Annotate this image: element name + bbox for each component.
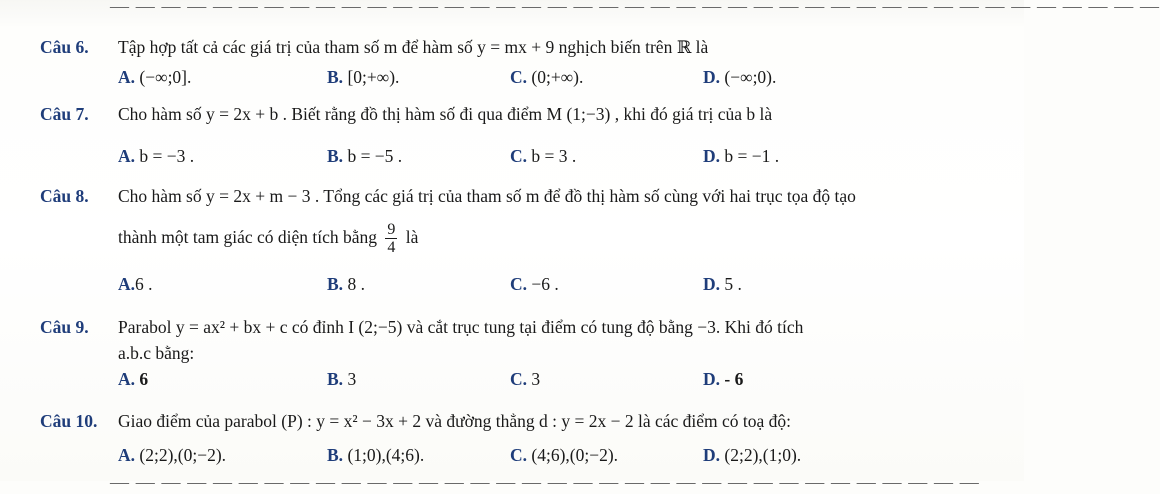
- question-8-line2: [118, 220, 418, 256]
- answer-a: A. 6: [118, 369, 149, 389]
- question-9-line2: [118, 342, 194, 364]
- question-text: Giao điểm của parabol (P) : y = x² − 3x + 2 và đường thẳng d : y = 2x − 2 là các điểm có toạ độ:: [118, 411, 792, 431]
- question-number: Câu 8.: [40, 186, 89, 206]
- answer-b: B. 3: [327, 369, 357, 389]
- answer-d: D. - 6: [703, 369, 744, 389]
- answer-a: A.6 .: [118, 274, 153, 294]
- question-text-line2: thành một tam giác có diện tích bằng: [118, 227, 378, 247]
- answer-b: B. [0;+∞).: [327, 67, 400, 87]
- answer-c: C. (4;6),(0;−2).: [510, 445, 619, 465]
- answer-d: D. (−∞;0).: [703, 67, 777, 87]
- question-number: Câu 6.: [40, 37, 89, 57]
- answer-d: D. b = −1 .: [703, 146, 780, 166]
- question-text-line1: Parabol y = ax² + bx + c có đỉnh I (2;−5) và cắt trục tung tại điểm có tung độ bằng −3. Khi đó tích: [118, 317, 804, 337]
- question-text-line1: Cho hàm số y = 2x + m − 3 . Tổng các giá trị của tham số m để đồ thị hàm số cùng với hai trục tọa độ tạo: [118, 186, 856, 206]
- answer-c: C. b = 3 .: [510, 146, 577, 166]
- answer-c: C. 3: [510, 369, 541, 389]
- answer-d: D. 5 .: [703, 274, 742, 294]
- question-text: Tập hợp tất cả các giá trị của tham số m để hàm số y = mx + 9 nghịch biến trên ℝ là: [118, 37, 709, 57]
- question-number: Câu 10.: [40, 411, 98, 431]
- answer-a: A. (−∞;0].: [118, 67, 192, 87]
- fraction-nine-fourths: $\frac{9}{4}$: [387, 221, 396, 257]
- answer-c: C. −6 .: [510, 274, 559, 294]
- question-number: Câu 9.: [40, 317, 89, 337]
- answer-a: A. (2;2),(0;−2).: [118, 445, 227, 465]
- answer-d: D. (2;2),(1;0).: [703, 445, 802, 465]
- cut-off-text-bottom: — — — — — — — — — — — — — — — — — — — — — — — — — — — — — — — — — —: [110, 472, 980, 493]
- answer-b: B. b = −5 .: [327, 146, 403, 166]
- question-text: Cho hàm số y = 2x + b . Biết rằng đồ thị hàm số đi qua điểm M (1;−3) , khi đó giá trị của b là: [118, 104, 773, 124]
- question-text-line2-end: là: [405, 227, 419, 247]
- question-number: Câu 7.: [40, 104, 89, 124]
- answer-b: B. 8 .: [327, 274, 365, 294]
- cut-off-text-top: — — — — — — — — — — — — — — — — — — — — — — — — — — — — — — — — — — — — — — — — —: [110, 0, 1160, 17]
- answer-c: C. (0;+∞).: [510, 67, 584, 87]
- question-text-line2: a.b.c bằng:: [118, 343, 195, 363]
- answer-b: B. (1;0),(4;6).: [327, 445, 425, 465]
- answer-a: A. b = −3 .: [118, 146, 195, 166]
